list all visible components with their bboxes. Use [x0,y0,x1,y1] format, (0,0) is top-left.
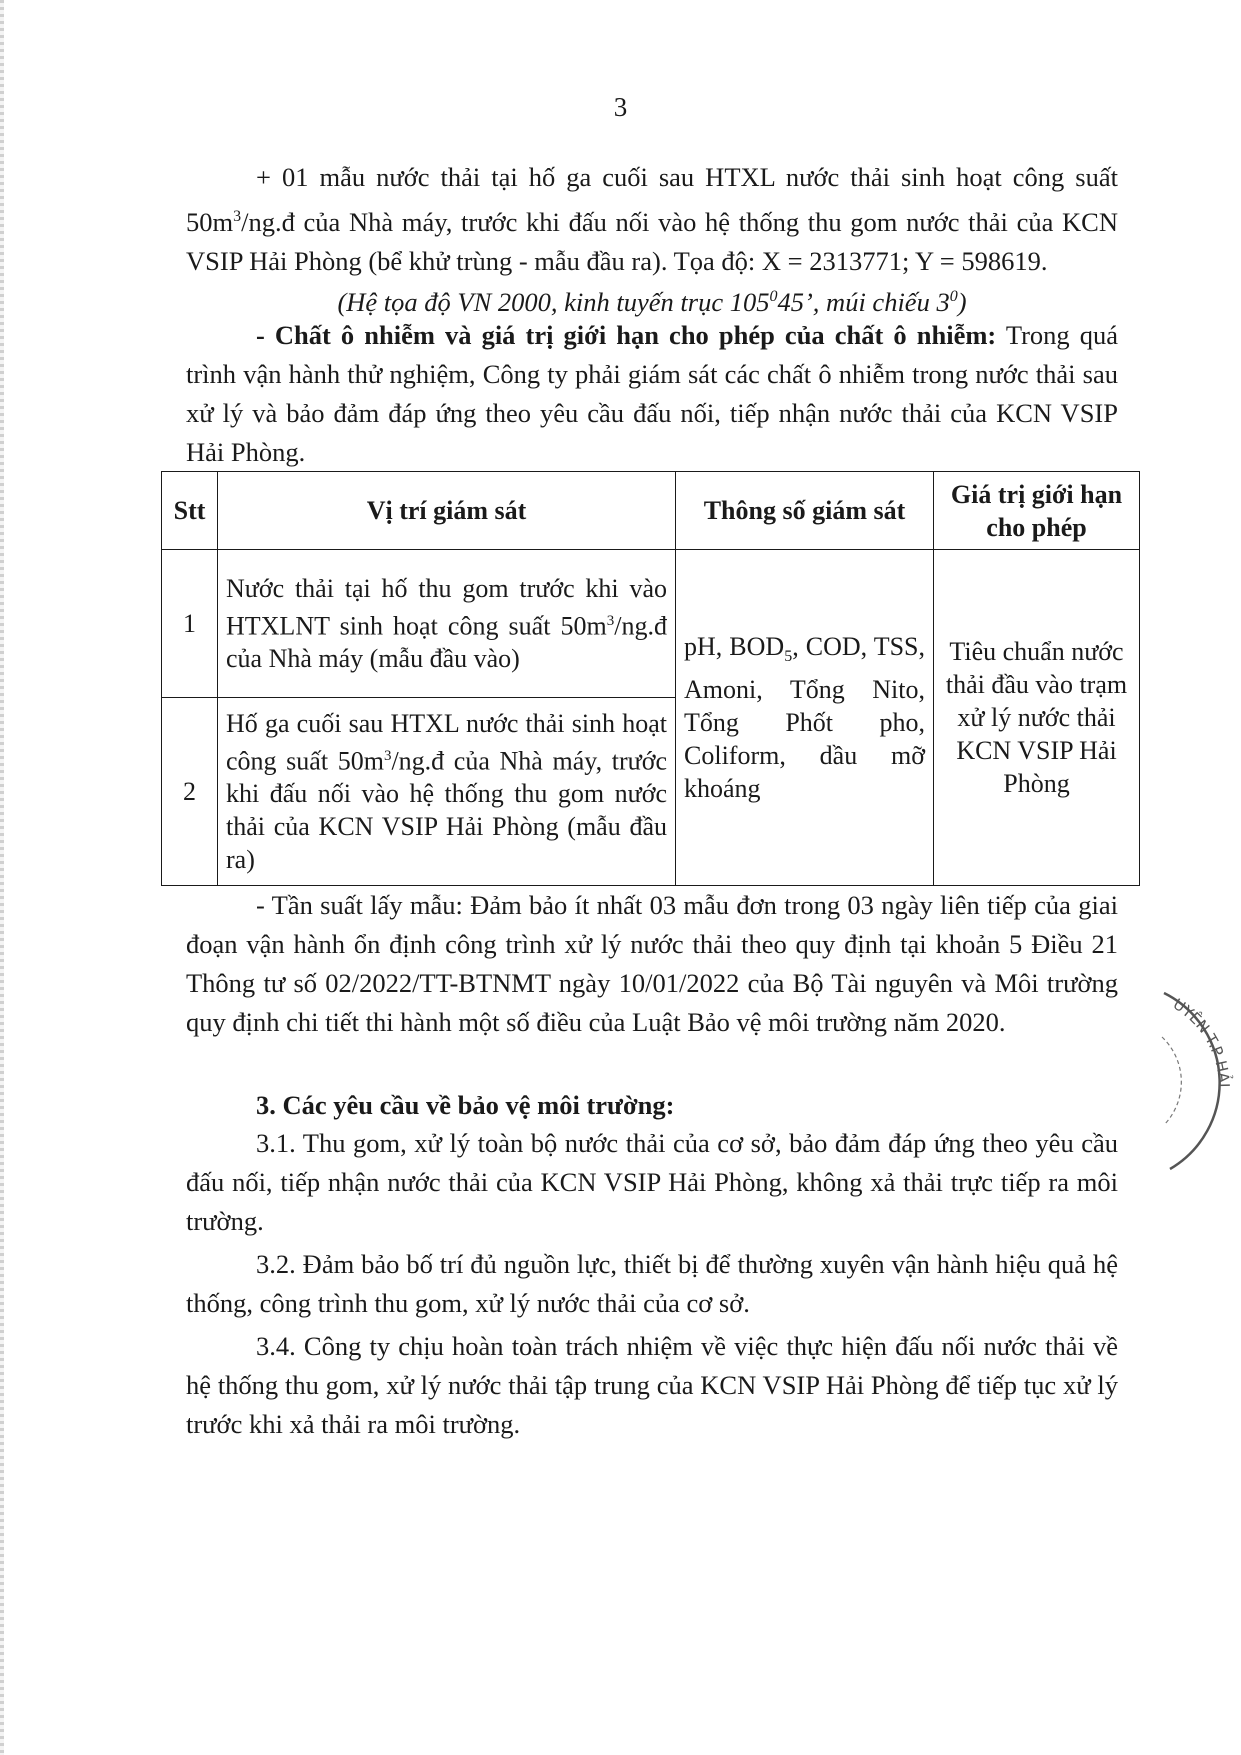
header-params: Thông số giám sát [676,472,934,550]
row-stt: 1 [162,550,218,698]
pollutant-heading: - Chất ô nhiễm và giá trị giới hạn cho phép của chất ô nhiễm: [256,320,997,350]
params-cell: pH, $BOD_5$, COD, TSS, Amoni, Tổng Nito, Tổng Phốt pho, Coliform, dầu mỡ khoáng [676,550,934,886]
row-stt: 2 [162,698,218,886]
seal-text: UYÊN T.P HẢI [1169,995,1233,1088]
partial-seal-stamp [1160,985,1241,1175]
sample-location-paragraph: + 01 mẫu nước thải tại hố ga cuối sau HTXL nước thải sinh hoạt công suất $50m^3/ng.đ$ của Nhà máy, trước khi đấu nối vào hệ thống thu gom nước thải của KCN VSIP Hải Phòng (bể khử trùng - mẫu đầu ra). Tọa độ: X = 2313771; Y = 598619. [186,162,1118,276]
row-location: Hố ga cuối sau HTXL nước thải sinh hoạt công suất $50m^3/ng.đ$ của Nhà máy, trước khi đấu nối vào hệ thống thu gom nước thải của KCN VSIP Hải Phòng (mẫu đầu ra) [218,698,676,886]
limit-cell: Tiêu chuẩn nước thải đầu vào trạm xử lý nước thải KCN VSIP Hải Phòng [934,550,1140,886]
seal-inner-ring [1162,1037,1181,1125]
section-heading: 3. Các yêu cầu về bảo vệ môi trường: [256,1090,675,1120]
requirement-3-2: 3.2. Đảm bảo bố trí đủ nguồn lực, thiết bị để thường xuyên vận hành hiệu quả hệ thống, công trình thu gom, xử lý nước thải của cơ sở. [186,1249,1118,1318]
header-location: Vị trí giám sát [218,472,676,550]
requirement-3-1: 3.1. Thu gom, xử lý toàn bộ nước thải của cơ sở, bảo đảm đáp ứng theo yêu cầu đấu nối, tiếp nhận nước thải của KCN VSIP Hải Phòng, không xả thải trực tiếp ra môi trường. [186,1128,1118,1236]
coordinate-system-note: (Hệ tọa độ VN 2000, kinh tuyến trục $105^045$’, múi chiếu $3^0$) [337,286,967,317]
header-stt: Stt [162,472,218,550]
requirement-3-4: 3.4. Công ty chịu hoàn toàn trách nhiệm về việc thực hiện đấu nối nước thải về hệ thống thu gom, xử lý nước thải tập trung của KCN VSIP Hải Phòng để tiếp tục xử lý trước khi xả thải ra môi trường. [186,1331,1118,1439]
scan-edge [0,0,4,1755]
header-limit: Giá trị giới hạn cho phép [934,472,1140,550]
table-row [162,550,1140,698]
page-number: 3 [613,92,628,122]
row-location: Nước thải tại hố thu gom trước khi vào HTXLNT sinh hoạt công suất $50m^3/ng.đ$ của Nhà máy (mẫu đầu vào) [218,550,676,698]
pollutant-paragraph: - Chất ô nhiễm và giá trị giới hạn cho phép của chất ô nhiễm: Trong quá trình vận hành thử nghiệm, Công ty phải giám sát các chất ô nhiễm trong nước thải sau xử lý và bảo đảm đáp ứng theo yêu cầu đấu nối, tiếp nhận nước thải của KCN VSIP Hải Phòng. [186,320,1118,467]
frequency-paragraph: - Tần suất lấy mẫu: Đảm bảo ít nhất 03 mẫu đơn trong 03 ngày liên tiếp của giai đoạn vận hành ổn định công trình xử lý nước thải theo quy định tại khoản 5 Điều 21 Thông tư số 02/2022/TT-BTNMT ngày 10/01/2022 của Bộ Tài nguyên và Môi trường quy định chi tiết thi hành một số điều của Luật Bảo vệ môi trường năm 2020. [186,890,1118,1037]
table-header-row [162,472,1140,550]
monitoring-table [161,471,1140,886]
